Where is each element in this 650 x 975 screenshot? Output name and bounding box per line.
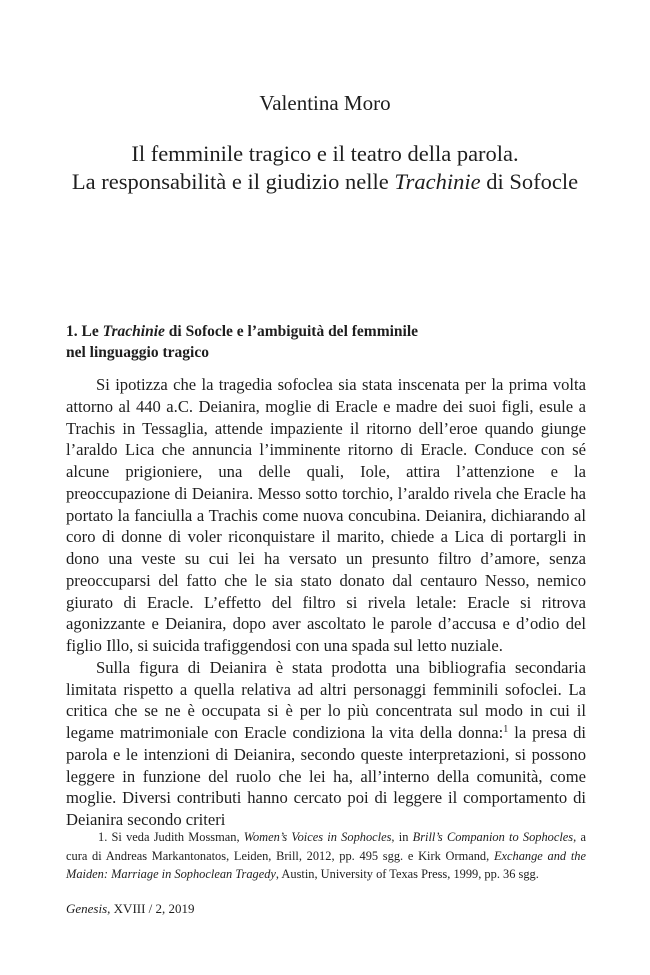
- footnote-italic-1: Women’s Voices in Sophocles: [243, 830, 392, 844]
- title-line-2-pre: La responsabilità e il giudizio nelle: [71, 169, 395, 194]
- section-heading-number: 1. Le: [66, 323, 103, 340]
- section-heading-line-1: [66, 321, 586, 342]
- footnote-text-3: , a cura di Andreas Markantonatos, Leiden, Brill, 2012, pp. 495 sgg. e Kirk Ormand,: [66, 830, 586, 863]
- footnote-1: [66, 828, 586, 884]
- footnote-italic-2: Brill’s Companion to Sophocles: [412, 830, 574, 844]
- footnote-text-4: , Austin, University of Texas Press, 1999, pp. 36 sgg.: [275, 867, 539, 881]
- title-line-1: Il femminile tragico e il teatro della parola.: [131, 141, 519, 166]
- title-line-2-italic: Trachinie: [394, 169, 481, 194]
- footnote-text-1: 1. Si veda Judith Mossman,: [98, 830, 244, 844]
- paragraph-2-post: la presa di parola e le intenzioni di Deianira, secondo queste interpretazioni, si possono leggere in funzione del ruolo che lei ha, all’interno della comunità, come moglie. Diversi contributi hanno cercato poi di leggere il comportamento di Deianira secondo criteri: [66, 723, 586, 829]
- journal-name: Genesis: [66, 901, 108, 916]
- footnote-italic-3: Exchange and the Maiden: Marriage in Sophoclean Tragedy: [66, 848, 586, 881]
- paragraph-1: Si ipotizza che la tragedia sofoclea sia stata inscenata per la prima volta attorno al 440 a.C. Deianira, moglie di Eracle e madre dei suoi figli, esule a Trachis in Tessaglia, attende impaziente il ritorno dell’eroe quando giunge l’araldo Lica che annuncia l’imminente ritorno di Eracle. Conduce con sé alcune prigioniere, una delle quali, Iole, attira l’attenzione e la preoccupazione di Deianira. Messo sotto torchio, l’araldo rivela che Eracle ha portato la fanciulla a Trachis come nuova concubina. Deianira, dichiarando al coro di donne di voler riconquistare il marito, chiede a Lica di portargli in dono una veste su cui lei ha versato un presunto filtro d’amore, senza preoccuparsi del fatto che le sia stato donato dal centauro Nesso, nemico giurato di Eracle. L’effetto del filtro si rivela letale: Eracle si ritrova agonizzante e Deianira, dopo aver ascoltato le parole d’accusa e d’odio del figlio Illo, si suicida trafiggendosi con una spada sul letto nuziale.: [66, 375, 586, 655]
- footnote-text-2: , in: [391, 830, 413, 844]
- section-heading-line-2: nel linguaggio tragico: [66, 344, 209, 361]
- title-line-2: [0, 168, 650, 196]
- title-line-2-post: di Sofocle: [480, 169, 579, 194]
- journal-issue: , XVIII / 2, 2019: [107, 901, 195, 916]
- page-footer: [66, 900, 195, 918]
- body-text: [66, 374, 586, 831]
- author-name: Valentina Moro: [259, 91, 391, 115]
- article-title: [0, 140, 650, 196]
- section-heading: [66, 321, 586, 363]
- section-heading-rest: di Sofocle e l’ambiguità del femminile: [164, 323, 419, 340]
- section-heading-italic: Trachinie: [102, 323, 165, 340]
- paragraph-2-pre: Sulla figura di Deianira è stata prodotta una bibliografia secondaria limitata rispetto a quella relativa ad altri personaggi femminili sofoclei. La critica che se ne è occupata si è per lo più concentrata sul modo in cui il legame matrimoniale con Eracle condiziona la vita della donna:: [66, 657, 586, 742]
- footnote-ref-1: 1: [503, 724, 509, 735]
- paragraph-2: [66, 657, 586, 831]
